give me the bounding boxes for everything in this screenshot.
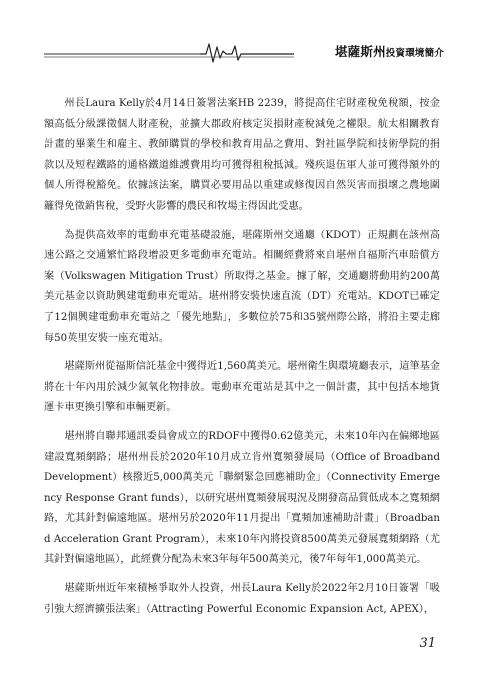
header-title-sub: 投資環境簡介 bbox=[385, 48, 444, 59]
paragraph: 州長Laura Kelly於4月14日簽署法案HB 2239，將提高住宅財產稅免稅額，按金額高低分級課徵個人財產稅，並擴大郡政府核定災損財產稅減免之權限。航太相關教育計畫的畢業生和雇主、教師購買的學校和教育用品之費用、對社區學院和技術學院的捐款以及短程鐵路的通格鐵道維護費用均可獲得租稅抵減。殘疾退伍軍人並可獲得額外的個人所得稅豁免。依據該法案，購買必要用品以重建或修復因自然災害而損壞之農地圍籬得免徵銷售稅，受野火影響的農民和牧場主得因此受惠。 bbox=[44, 98, 440, 212]
paragraph: 堪薩斯州近年來積極爭取外人投資，州長Laura Kelly於2022年2月10日簽署「吸引強大經濟擴張法案」（Attracting Powerful Economic Expansion Act, APEX）， bbox=[44, 583, 440, 615]
paragraph: 堪薩斯州從福斯信託基金中獲得近1,560萬美元。堪州衛生與環境廳表示，這筆基金將在十年內用於減少氮氧化物排放。電動車充電站是其中之一個計畫，其中包括本地貨運卡車更換引擎和車輛更新。 bbox=[44, 361, 440, 414]
page-number: 31 bbox=[419, 636, 436, 651]
paragraph: 為提供高效率的電動車充電基礎設施，堪薩斯州交通廳（KDOT）正規劃在該州高速公路之交通繁忙路段增設更多電動車充電站。相關經費將來自堪州自福斯汽車賠償方案（Volkswagen Mitigation Trust）所取得之基金。據了解，交通廳將動用約200萬美元基金以資助興建電動車充電站。堪州將安裝快速直流（DT）充電站。KDOT已確定了12個興建電動車充電站之「優先地點」，多數位於75和35號州際公路，將沿主要走廊每50英里安裝一座充電站。 bbox=[44, 229, 440, 344]
page-header bbox=[44, 36, 444, 64]
body-text bbox=[44, 94, 440, 628]
header-title bbox=[335, 42, 444, 60]
paragraph: 堪州將自聯邦通訊委員會成立的RDOF中獲得0.62億美元，未來10年內在偏鄉地區建設寬頻網路；堪州州長於2020年10月成立肯州寬頻發展局（Office of Broadband Development）核撥近5,000萬美元「聯網緊急回應補助金」（Connectivity Emergency Response Grant funds），以研究堪州寬頻發展現況及開發高品質低成本之寬頻網路，尤其針對偏遠地區。堪州另於2020年11月提出「寬頻加速補助計畫」（Broadband Acceleration Grant Program），未來10年內將投資8500萬美元發展寬頻網路（尤其針對偏遠地區），此經費分配為未來3年每年500萬美元，後7年每年1,000萬美元。 bbox=[44, 430, 440, 566]
header-title-main: 堪薩斯州 bbox=[334, 44, 386, 59]
